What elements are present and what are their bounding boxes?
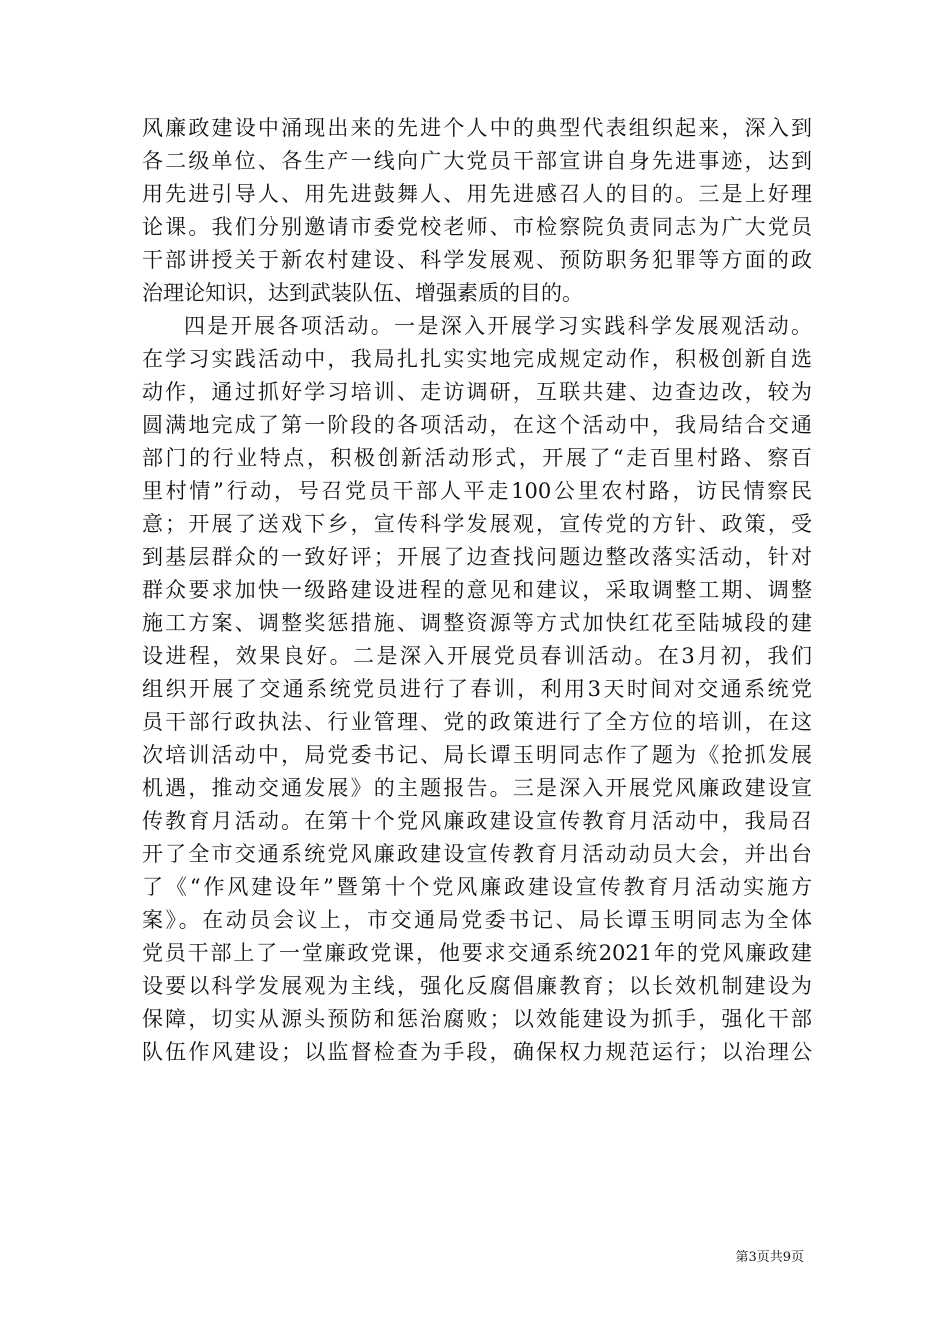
text-line: 治理论知识，达到武装队伍、增强素质的目的。 [142, 281, 583, 305]
text-line: 意；开展了送戏下乡，宣传科学发展观，宣传党的方针、政策，受 [142, 512, 812, 536]
text-line: 开了全市交通系统党风廉政建设宣传教育月活动动员大会，并出台 [142, 842, 812, 866]
text-line: 党员干部上了一堂廉政党课，他要求交通系统2021年的党风廉政建 [142, 941, 812, 965]
text-line: 圆满地完成了第一阶段的各项活动，在这个活动中，我局结合交通 [142, 413, 812, 437]
text-line: 群众要求加快一级路建设进程的意见和建议，采取调整工期、调整 [142, 578, 812, 602]
text-line: 里村情”行动，号召党员干部人平走100公里农村路，访民情察民 [142, 479, 812, 503]
text-line: 在学习实践活动中，我局扎扎实实地完成规定动作，积极创新自选 [142, 347, 812, 371]
text-line: 设进程，效果良好。二是深入开展党员春训活动。在3月初，我们 [142, 644, 812, 668]
text-line: 施工方案、调整奖惩措施、调整资源等方式加快红花至陆城段的建 [142, 611, 812, 635]
text-line: 论课。我们分别邀请市委党校老师、市检察院负责同志为广大党员 [142, 215, 812, 239]
text-line: 次培训活动中，局党委书记、局长谭玉明同志作了题为《抢抓发展 [142, 743, 812, 767]
text-line: 队伍作风建设；以监督检查为手段，确保权力规范运行；以治理公 [142, 1040, 812, 1064]
text-line: 保障，切实从源头预防和惩治腐败；以效能建设为抓手，强化干部 [142, 1007, 812, 1031]
text-line: 各二级单位、各生产一线向广大党员干部宣讲自身先进事迹，达到 [142, 149, 812, 173]
text-line: 员干部行政执法、行业管理、党的政策进行了全方位的培训，在这 [142, 710, 812, 734]
text-line: 部门的行业特点，积极创新活动形式，开展了“走百里村路、察百 [142, 446, 812, 470]
text-line: 机遇，推动交通发展》的主题报告。三是深入开展党风廉政建设宣 [142, 776, 812, 800]
text-line: 了《“作风建设年”暨第十个党风廉政建设宣传教育月活动实施方 [142, 875, 812, 899]
text-line: 干部讲授关于新农村建设、科学发展观、预防职务犯罪等方面的政 [142, 248, 812, 272]
text-line: 用先进引导人、用先进鼓舞人、用先进感召人的目的。三是上好理 [142, 182, 812, 206]
paragraph-start-line: 四是开展各项活动。一是深入开展学习实践科学发展观活动。 [184, 314, 812, 338]
text-line: 组织开展了交通系统党员进行了春训，利用3天时间对交通系统党 [142, 677, 812, 701]
text-line: 到基层群众的一致好评；开展了边查找问题边整改落实活动，针对 [142, 545, 812, 569]
text-line: 设要以科学发展观为主线，强化反腐倡廉教育；以长效机制建设为 [142, 974, 812, 998]
text-line: 案》。在动员会议上，市交通局党委书记、局长谭玉明同志为全体 [142, 908, 812, 932]
text-line: 风廉政建设中涌现出来的先进个人中的典型代表组织起来，深入到 [142, 116, 812, 140]
text-line: 动作，通过抓好学习培训、走访调研，互联共建、边查边改，较为 [142, 380, 812, 404]
page-number: 第3页共9页 [735, 1250, 804, 1265]
text-line: 传教育月活动。在第十个党风廉政建设宣传教育月活动中，我局召 [142, 809, 812, 833]
body-text [142, 112, 812, 1069]
